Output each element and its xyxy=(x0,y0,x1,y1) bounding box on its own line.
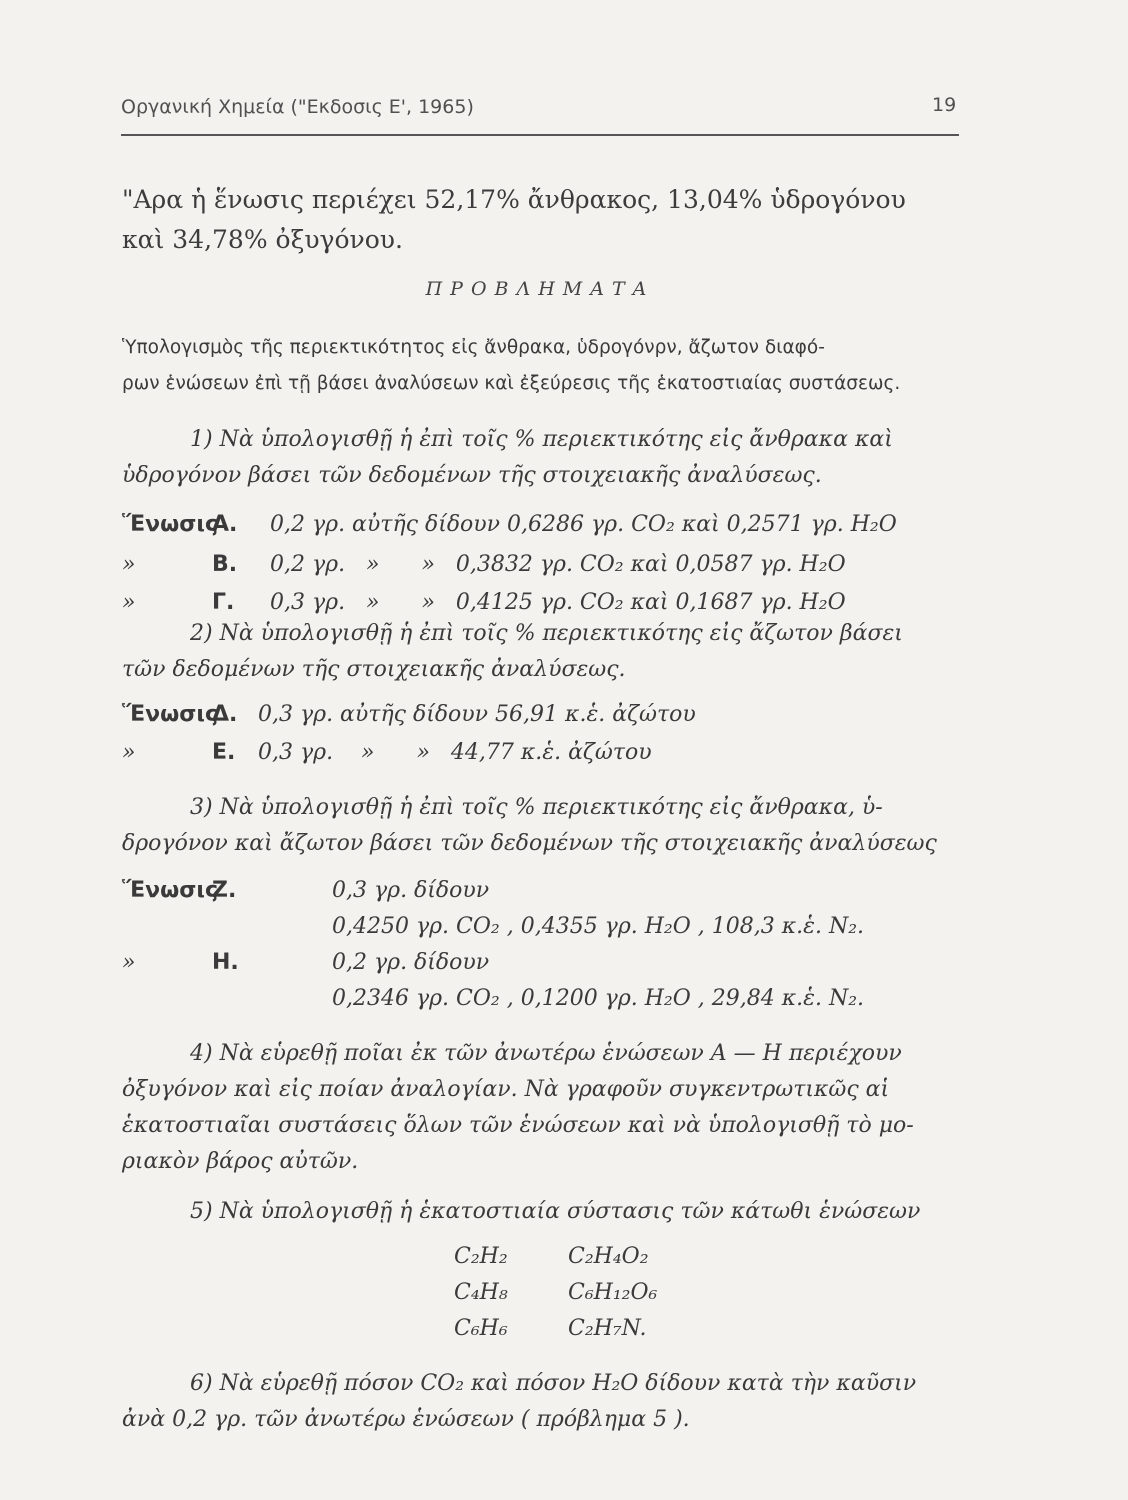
description-line-2: ρων ἑνώσεων ἐπὶ τῇ βάσει ἀναλύσεων καὶ ἐξεύρεσις τῆς ἑκατοστιαίας συστάσεως. xyxy=(122,373,901,394)
formula-c2h4o2: C₂H₄O₂ xyxy=(568,1244,649,1269)
problem-3-line-2: δρογόνον καὶ ἄζωτον βάσει τῶν δεδομένων τῆς στοιχειακῆς ἀναλύσεως xyxy=(122,831,937,856)
compound-prefix: » xyxy=(122,950,136,975)
problem-4-line-2: ὀξυγόνον καὶ εἰς ποίαν ἀναλογίαν. Νὰ γραφοῦν συγκεντρωτικῶς αἱ xyxy=(122,1077,890,1102)
formula-c6h6: C₆H₆ xyxy=(454,1316,508,1341)
problem-2-line-2: τῶν δεδομένων τῆς στοιχειακῆς ἀναλύσεως. xyxy=(122,657,626,682)
section-description xyxy=(122,330,900,402)
problem-6-line-1: 6) Νὰ εὑρεθῇ πόσον CO₂ καὶ πόσον H₂O δίδουν κατὰ τὴν καῦσιν xyxy=(190,1371,917,1396)
compound-data-line-1: 0,3 γρ. δίδουν xyxy=(332,878,490,903)
compound-z-data-line-2: 0,4250 γρ. CO₂ , 0,4355 γρ. H₂O , 108,3 κ.ἑ. N₂. xyxy=(332,914,865,939)
compound-label: Δ. xyxy=(212,702,238,727)
problem-3-line-1: 3) Νὰ ὑπολογισθῇ ἡ ἐπὶ τοῖς % περιεκτικότης εἰς ἄνθρακα, ὑ- xyxy=(190,795,883,820)
page-number: 19 xyxy=(932,94,957,116)
compound-row-d xyxy=(122,702,696,727)
compound-row-h xyxy=(122,950,489,975)
compound-data: 0,3 γρ. » » 44,77 κ.ἑ. ἀζώτου xyxy=(258,740,652,765)
compound-label: Ε. xyxy=(212,740,236,765)
compound-label: Β. xyxy=(212,552,238,577)
formula-c2h2: C₂H₂ xyxy=(454,1244,508,1269)
problem-6-line-2: ἀνὰ 0,2 γρ. τῶν ἀνωτέρω ἑνώσεων ( πρόβλημα 5 ). xyxy=(122,1407,690,1432)
compound-row-e xyxy=(122,740,652,765)
compound-row-z xyxy=(122,878,489,903)
compound-prefix: Ἕνωσις xyxy=(122,512,219,537)
header-rule xyxy=(121,134,959,136)
formula-c2h7n: C₂H₇N. xyxy=(568,1316,647,1341)
compound-label: Γ. xyxy=(212,590,235,615)
problem-2-line-1: 2) Νὰ ὑπολογισθῇ ἡ ἐπὶ τοῖς % περιεκτικότης εἰς ἄζωτον βάσει xyxy=(190,621,903,646)
compound-prefix: » xyxy=(122,552,136,577)
description-line-1: Ὑπολογισμὸς τῆς περιεκτικότητος εἰς ἄνθρακα, ὑδρογόνρν, ἄζωτον διαφό- xyxy=(122,337,825,358)
compound-row-a xyxy=(122,512,897,537)
compound-prefix: » xyxy=(122,590,136,615)
compound-data: 0,3 γρ. » » 0,4125 γρ. CO₂ καὶ 0,1687 γρ. H₂O xyxy=(270,590,846,615)
section-heading: ΠΡΟΒΛΗΜΑΤΑ xyxy=(425,278,655,300)
intro-line-1: "Αρα ἡ ἕνωσις περιέχει 52,17% ἄνθρακος, 13,04% ὑδρογόνου xyxy=(122,185,906,214)
compound-prefix: Ἕνωσις xyxy=(122,878,219,903)
compound-h-data-line-2: 0,2346 γρ. CO₂ , 0,1200 γρ. H₂O , 29,84 κ.ἑ. N₂. xyxy=(332,986,865,1011)
problem-1-line-2: ὑδρογόνον βάσει τῶν δεδομένων τῆς στοιχειακῆς ἀναλύσεως. xyxy=(122,463,822,488)
formula-c4h8: C₄H₈ xyxy=(454,1280,508,1305)
problem-5-line-1: 5) Νὰ ὑπολογισθῇ ἡ ἑκατοστιαία σύστασις τῶν κάτωθι ἑνώσεων xyxy=(190,1199,921,1224)
intro-line-2: καὶ 34,78% ὀξυγόνου. xyxy=(122,225,403,254)
compound-prefix: » xyxy=(122,740,136,765)
formula-c6h12o6: C₆H₁₂O₆ xyxy=(568,1280,658,1305)
compound-label: Η. xyxy=(212,950,239,975)
intro-paragraph xyxy=(122,180,906,260)
problem-4-line-3: ἑκατοστιαῖαι συστάσεις ὅλων τῶν ἑνώσεων καὶ νὰ ὑπολογισθῇ τὸ μο- xyxy=(122,1113,914,1138)
problem-4-line-4: ριακὸν βάρος αὐτῶν. xyxy=(122,1149,359,1174)
compound-row-b xyxy=(122,552,846,577)
compound-data: 0,2 γρ. αὐτῆς δίδουν 0,6286 γρ. CO₂ καὶ 0,2571 γρ. H₂O xyxy=(270,512,897,537)
problem-4-line-1: 4) Νὰ εὑρεθῇ ποῖαι ἐκ τῶν ἀνωτέρω ἑνώσεων Α — Η περιέχουν xyxy=(190,1041,902,1066)
compound-prefix: Ἕνωσις xyxy=(122,702,219,727)
compound-data: 0,2 γρ. » » 0,3832 γρ. CO₂ καὶ 0,0587 γρ. H₂O xyxy=(270,552,846,577)
compound-data-line-1: 0,2 γρ. δίδουν xyxy=(332,950,490,975)
compound-row-c xyxy=(122,590,846,615)
compound-label: Α. xyxy=(212,512,238,537)
compound-label: Ζ. xyxy=(212,878,237,903)
compound-data: 0,3 γρ. αὐτῆς δίδουν 56,91 κ.ἑ. ἀζώτου xyxy=(258,702,696,727)
problem-1-line-1: 1) Νὰ ὑπολογισθῇ ἡ ἐπὶ τοῖς % περιεκτικότης εἰς ἄνθρακα καὶ xyxy=(190,427,893,452)
running-header: Οργανική Χημεία ("Εκδοσις Ε', 1965) xyxy=(121,96,474,118)
